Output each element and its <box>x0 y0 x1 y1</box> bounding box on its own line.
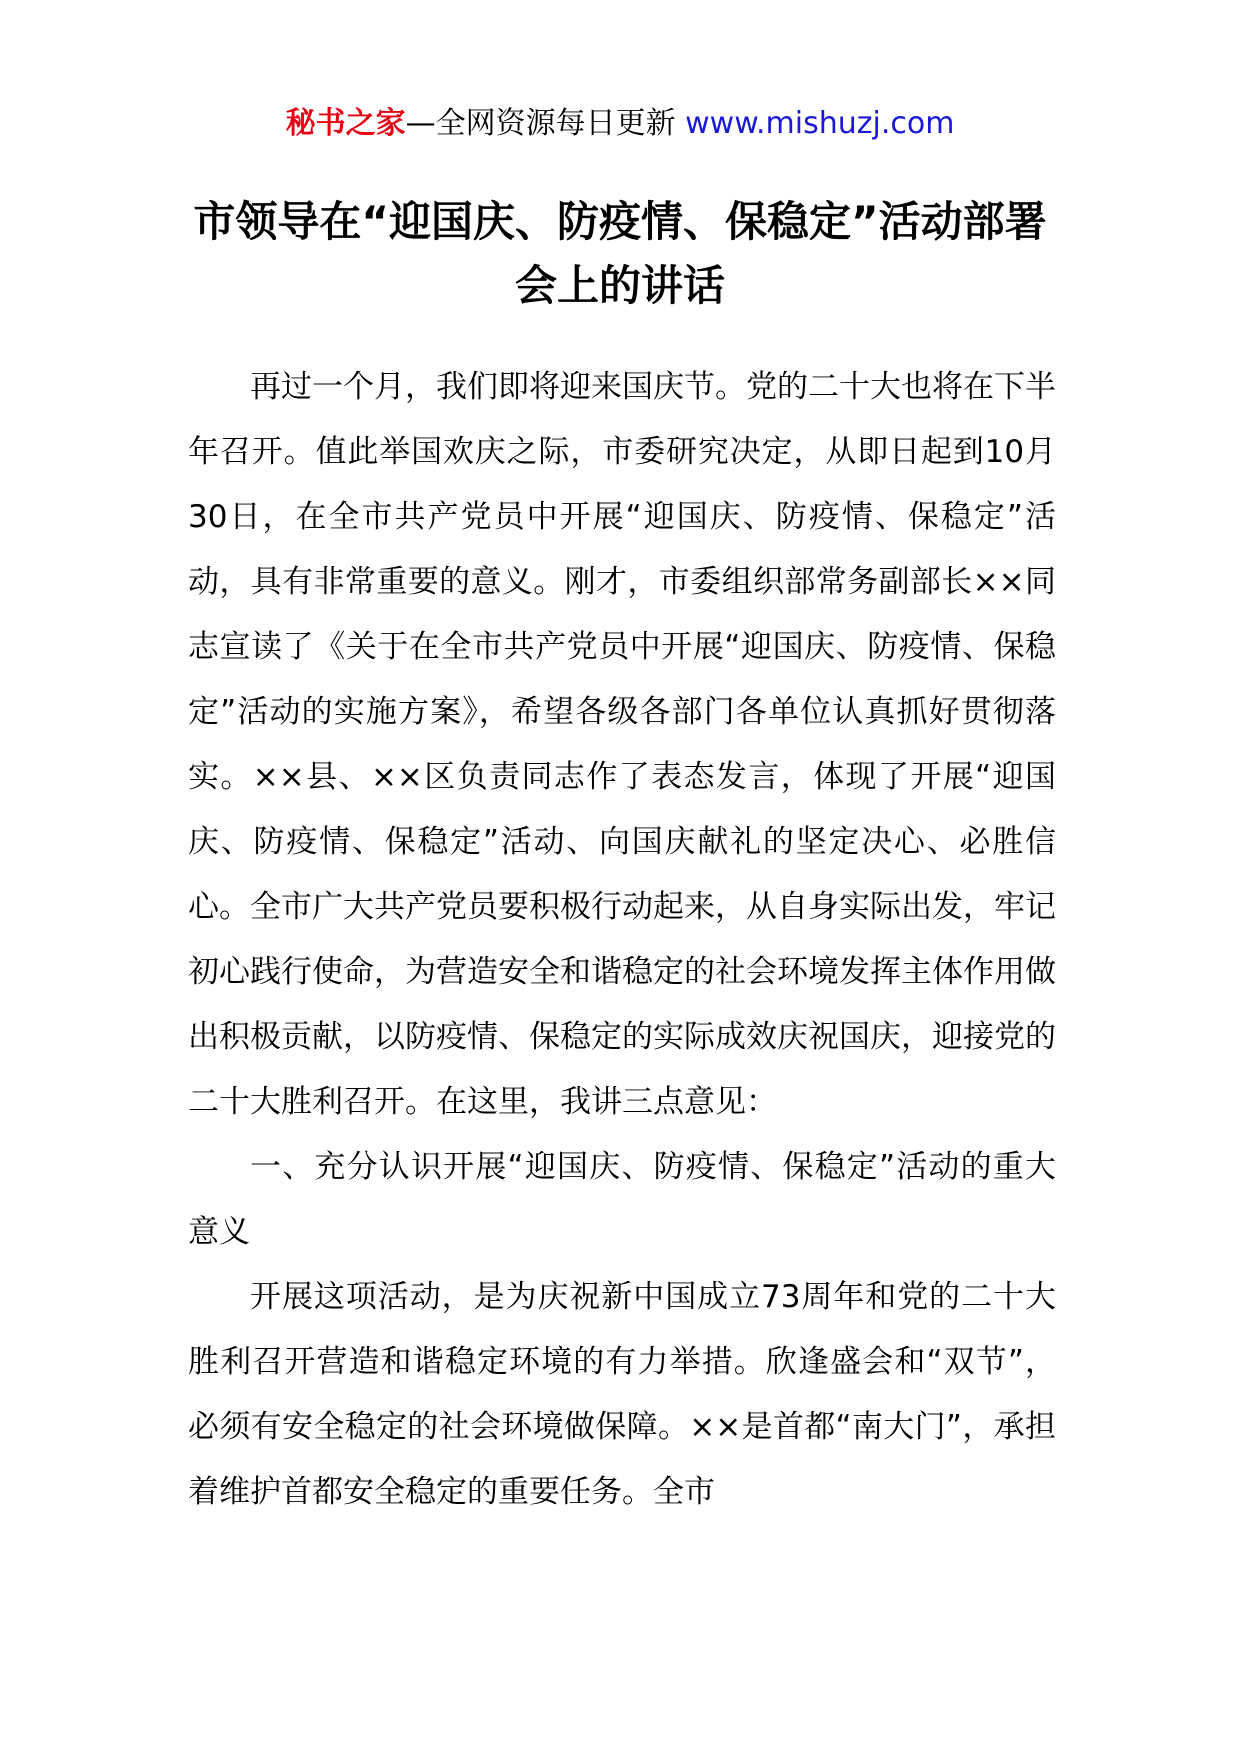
header-tagline: —全网资源每日更新 <box>405 106 686 141</box>
body-paragraph: 开展这项活动，是为庆祝新中国成立73周年和党的二十大胜利召开营造和谐稳定环境的有力举措。欣逢盛会和“双节”，必须有安全稳定的社会环境做保障。××是首都“南大门”，承担着维护首都安全稳定的重要任务。全市 <box>188 1279 1056 1510</box>
section-heading: 一、充分认识开展“迎国庆、防疫情、保稳定”活动的重大意义 <box>188 1149 1056 1250</box>
site-url-link[interactable]: www.mishuzj.com <box>685 106 955 141</box>
document-body <box>188 355 1056 1525</box>
site-header <box>0 100 1240 148</box>
brand-name: 秘书之家 <box>285 106 406 141</box>
body-paragraph: 再过一个月，我们即将迎来国庆节。党的二十大也将在下半年召开。值此举国欢庆之际，市委研究决定，从即日起到10月30日，在全市共产党员中开展“迎国庆、防疫情、保稳定”活动，具有非常重要的意义。刚才，市委组织部常务副部长××同志宣读了《关于在全市共产党员中开展“迎国庆、防疫情、保稳定”活动的实施方案》，希望各级各部门各单位认真抓好贯彻落实。××县、××区负责同志作了表态发言，体现了开展“迎国庆、防疫情、保稳定”活动、向国庆献礼的坚定决心、必胜信心。全市广大共产党员要积极行动起来，从自身实际出发，牢记初心践行使命，为营造安全和谐稳定的社会环境发挥主体作用做出积极贡献，以防疫情、保稳定的实际成效庆祝国庆，迎接党的二十大胜利召开。在这里，我讲三点意见： <box>188 369 1056 1120</box>
document-title: 市领导在“迎国庆、防疫情、保稳定”活动部署会上的讲话 <box>193 197 1047 310</box>
